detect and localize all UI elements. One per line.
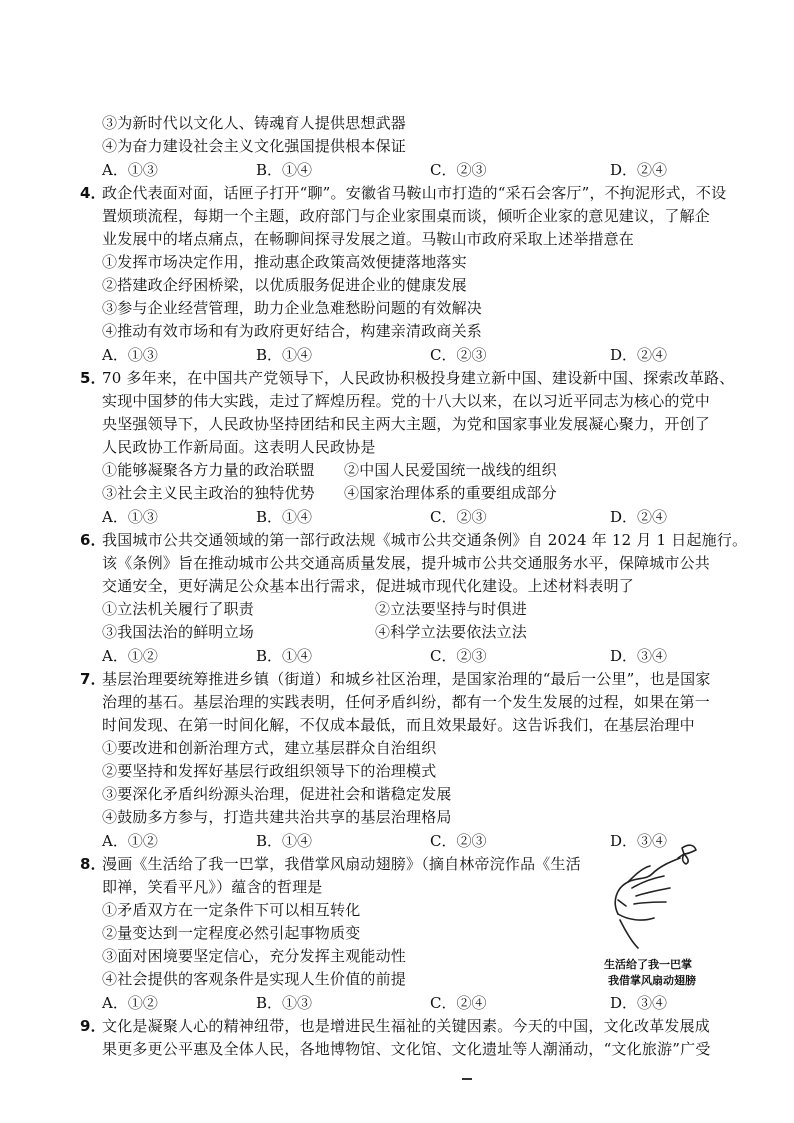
q4-stem-line-2: 置烦琐流程，每期一个主题，政府部门与企业家围桌而谈，倾听企业家的意见建议，了解企 (102, 207, 711, 225)
page-number-mark (462, 1078, 472, 1080)
q7-option-c: C．②③ (430, 832, 487, 850)
q7-stem-line-2: 治理的基石。基层治理的实践表明，任何矛盾纠纷，都有一个发生发展的过程，如果在第一 (102, 693, 711, 711)
q9-stem-line-2: 果更多更公平惠及全体人民，各地博物馆、文化馆、文化遗址等人潮涌动，“文化旅游”广受 (102, 1040, 711, 1058)
q8-stem-line-2: 即禅，笑看平凡》）蕴含的哲理是 (102, 878, 323, 896)
q4-stem-line-1: 4．政企代表面对面，话匣子打开“聊”。安徽省马鞍山市打造的“采石会客厅”，不拘泥形式，不设 (80, 184, 727, 202)
q5-number: 5． (80, 369, 106, 387)
q4-option-b: B．①④ (256, 346, 313, 364)
q5-option-a: A．①③ (102, 508, 158, 526)
q7-number: 7． (80, 670, 106, 688)
q4-option-d: D．②④ (610, 346, 668, 364)
q6-item-1: ①立法机关履行了职责 (102, 600, 255, 618)
q8-item-1: ①矛盾双方在一定条件下可以相互转化 (102, 901, 361, 919)
q5-item-1: ①能够凝聚各方力量的政治联盟 (102, 461, 315, 479)
q4-option-a: A．①③ (102, 346, 158, 364)
q4-item-2: ②搭建政企纾困桥梁，以优质服务促进企业的健康发展 (102, 276, 467, 294)
q7-stem-line-1: 7．基层治理要统筹推进乡镇（街道）和城乡社区治理，是国家治理的“最后一公里”，也是国家 (80, 670, 711, 688)
q5-stem-line-4: 人民政协工作新局面。这表明人民政协是 (102, 438, 376, 456)
q5-option-b: B．①④ (256, 508, 313, 526)
q7-item-4: ④鼓励多方参与，打造共建共治共享的基层治理格局 (102, 808, 452, 826)
q6-stem-line-2: 该《条例》旨在推动城市公共交通高质量发展，提升城市公共交通服务水平，保障城市公共 (102, 554, 711, 572)
q9-stem-line-1: 9．文化是凝聚人心的精神纽带，也是增进民生福祉的关键因素。今天的中国，文化改革发展成 (80, 1017, 711, 1035)
q9-number: 9． (80, 1017, 106, 1035)
q5-stem-line-2: 实现中国梦的伟大实践，走过了辉煌历程。党的十八大以来，在以习近平同志为核心的党中 (102, 392, 711, 410)
q7-item-1: ①要改进和创新治理方式，建立基层群众自治组织 (102, 739, 437, 757)
q3-option-a: A．①③ (102, 161, 158, 179)
q5-item-2: ②中国人民爱国统一战线的组织 (344, 461, 557, 479)
q7-option-d: D．③④ (610, 832, 668, 850)
q6-item-4: ④科学立法要依法立法 (375, 623, 528, 641)
q3-option-d: D．②④ (610, 161, 668, 179)
cartoon-caption-line-2: 我借掌风扇动翅膀 (608, 974, 696, 987)
q8-option-a: A．①② (102, 994, 158, 1012)
q7-stem-line-3: 时间发现、在第一时间化解，不仅成本最低，而且效果最好。这告诉我们，在基层治理中 (102, 716, 695, 734)
q5-item-4: ④国家治理体系的重要组成部分 (344, 484, 557, 502)
q4-option-c: C．②③ (430, 346, 487, 364)
q6-option-c: C．②③ (430, 647, 487, 665)
q7-item-3: ③要深化矛盾纠纷源头治理，促进社会和谐稳定发展 (102, 785, 452, 803)
q5-stem-line-1: 5．70 多年来，在中国共产党领导下，人民政协积极投身建立新中国、建设新中国、探索改革路、 (80, 369, 735, 387)
q7-option-b: B．①④ (256, 832, 313, 850)
q6-stem-line-1: 6．我国城市公共交通领域的第一部行政法规《城市公共交通条例》自 2024 年 12 月 1 日起施行。 (80, 531, 748, 549)
q5-item-3: ③社会主义民主政治的独特优势 (102, 484, 315, 502)
q4-item-3: ③参与企业经营管理，助力企业急难愁盼问题的有效解决 (102, 299, 483, 317)
q6-item-2: ②立法要坚持与时俱进 (375, 600, 528, 618)
q3-option-b: B．①④ (256, 161, 313, 179)
q6-item-3: ③我国法治的鲜明立场 (102, 623, 255, 641)
q6-option-a: A．①② (102, 647, 158, 665)
q4-item-4: ④推动有效市场和有为政府更好结合，构建亲清政商关系 (102, 322, 483, 340)
q6-stem-line-3: 交通安全，更好满足公众基本出行需求，促进城市现代化建设。上述材料表明了 (102, 577, 635, 595)
q8-item-4: ④社会提供的客观条件是实现人生价值的前提 (102, 970, 407, 988)
q4-stem-line-3: 业发展中的堵点痛点，在畅聊间探寻发展之道。马鞍山市政府采取上述举措意在 (102, 230, 635, 248)
q8-option-d: D．③④ (610, 994, 668, 1012)
q4-number: 4． (80, 184, 106, 202)
q5-stem-line-3: 央坚强领导下，人民政协坚持团结和民主两大主题，为党和国家事业发展凝心聚力，开创了 (102, 415, 711, 433)
cartoon-hand-butterfly-image (598, 836, 708, 966)
q8-number: 8． (80, 855, 106, 873)
q8-item-2: ②量变达到一定程度必然引起事物质变 (102, 924, 361, 942)
q6-option-b: B．①④ (256, 647, 313, 665)
q3-option-c: C．②③ (430, 161, 487, 179)
q5-option-c: C．②③ (430, 508, 487, 526)
q4-item-1: ①发挥市场决定作用，推动惠企政策高效便捷落地落实 (102, 253, 467, 271)
q8-option-c: C．②④ (430, 994, 487, 1012)
q8-option-b: B．①③ (256, 994, 313, 1012)
q5-option-d: D．②④ (610, 508, 668, 526)
q6-option-d: D．③④ (610, 647, 668, 665)
q3-item-3: ③为新时代以文化人、铸魂育人提供思想武器 (102, 114, 407, 132)
q7-item-2: ②要坚持和发挥好基层行政组织领导下的治理模式 (102, 762, 437, 780)
q8-stem-line-1: 8．漫画《生活给了我一巴掌，我借掌风扇动翅膀》（摘自林帝浣作品《生活 (80, 855, 581, 873)
q3-item-4: ④为奋力建设社会主义文化强国提供根本保证 (102, 137, 407, 155)
cartoon-caption-line-1: 生活给了我一巴掌 (604, 958, 692, 971)
q7-option-a: A．①② (102, 832, 158, 850)
q6-number: 6． (80, 531, 106, 549)
q8-item-3: ③面对困境要坚定信心，充分发挥主观能动性 (102, 947, 407, 965)
